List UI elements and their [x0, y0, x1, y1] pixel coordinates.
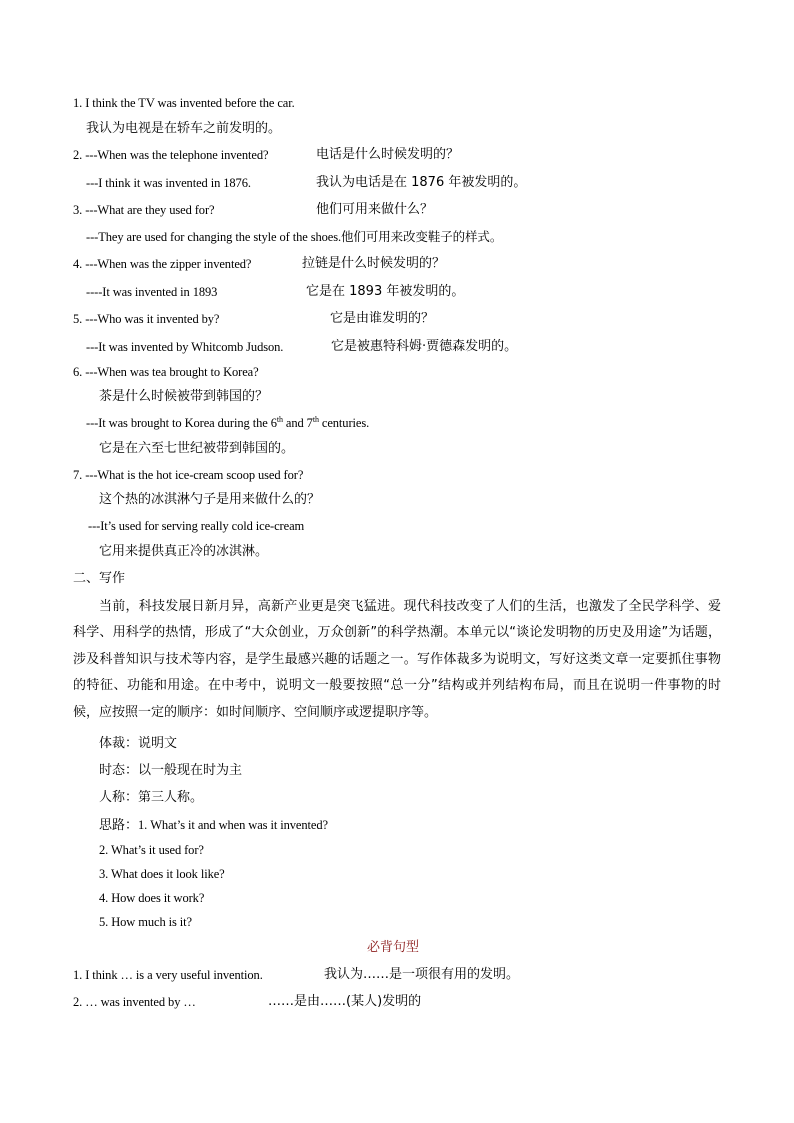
- sentence-2-question-zh: 电话是什么时候发明的？: [316, 147, 460, 162]
- pattern-1-zh: 我认为……是一项很有用的发明。: [324, 967, 520, 982]
- sentence-3-answer: ---They are used for changing the style of the shoes.他们可用来改变鞋子的样式。: [86, 230, 503, 244]
- pattern-2-en: 2. … was invented by …: [73, 995, 196, 1009]
- sentence-4-answer: ----It was invented in 1893: [86, 285, 218, 299]
- sentence-7-question: 7. ---What is the hot ice-cream scoop used for?: [73, 468, 304, 482]
- idea-item: 3. What does it look like?: [99, 867, 225, 881]
- sentence-7-answer-zh: 它用来提供真正冷的冰淇淋。: [99, 544, 269, 559]
- sentence-1-zh: 我认为电视是在轿车之前发明的。: [86, 121, 282, 136]
- idea-line-1: [99, 817, 328, 833]
- sentence-6-question-zh: 茶是什么时候被带到韩国的？: [99, 389, 269, 404]
- sentence-4-question: 4. ---When was the zipper invented?: [73, 257, 252, 271]
- genre-line: 体裁：说明文: [99, 736, 178, 751]
- sentence-5-question: 5. ---Who was it invented by?: [73, 312, 220, 326]
- person-line: 人称：第三人称。: [99, 790, 204, 805]
- sentence-1-en: 1. I think the TV was invented before the car.: [73, 96, 295, 110]
- sentence-5-answer: ---It was invented by Whitcomb Judson.: [86, 340, 284, 354]
- sentence-6-answer: ---It was brought to Korea during the 6th and 7th centuries.: [86, 415, 370, 430]
- sentence-3-question-zh: 他们可用来做什么？: [316, 202, 434, 217]
- sentence-5-answer-zh: 它是被惠特科姆·贾德森发明的。: [331, 339, 518, 354]
- sentence-2-answer: ---I think it was invented in 1876.: [86, 176, 251, 190]
- pattern-1-en: 1. I think … is a very useful invention.: [73, 968, 263, 982]
- sentence-2-question: 2. ---When was the telephone invented?: [73, 148, 269, 162]
- sentence-4-answer-zh: 它是在 1893 年被发明的。: [306, 284, 465, 299]
- idea-item: 1. What’s it and when was it invented?: [138, 818, 328, 832]
- idea-item: 2. What’s it used for?: [99, 843, 204, 857]
- sentence-5-question-zh: 它是由谁发明的？: [330, 311, 435, 326]
- writing-paragraph: 当前，科技发展日新月异，高新产业更是突飞猛进。现代科技改变了人们的生活，也激发了全民学科学、爱科学、用科学的热情，形成了“大众创业，万众创新”的科学热潮。本单元以“谈论发明物的历史及用途”为话题，涉及科普知识与技术等内容，是学生最感兴趣的话题之一。写作体裁多为说明文，写好这类文章一定要抓住事物的特征、功能和用途。在中考中，说明文一般要按照“总一分”结构或并列结构布局，而且在说明一件事物的时候，应按照一定的顺序：如时间顺序、空间顺序或逻提职序等。: [73, 599, 721, 720]
- sentence-7-question-zh: 这个热的冰淇淋勺子是用来做什么的？: [99, 492, 321, 507]
- pattern-2-zh: ……是由……(某人)发明的: [268, 994, 422, 1009]
- sentence-7-answer: ---It’s used for serving really cold ice-cream: [88, 519, 305, 533]
- idea-item: 5. How much is it?: [99, 915, 192, 929]
- sentence-4-question-zh: 拉链是什么时候发明的？: [302, 256, 446, 271]
- idea-item: 4. How does it work?: [99, 891, 205, 905]
- idea-label: 思路：: [99, 818, 139, 833]
- writing-heading: 二、写作: [73, 571, 126, 586]
- tense-line: 时态：以一般现在时为主: [99, 763, 243, 778]
- sentence-6-question: 6. ---When was tea brought to Korea?: [73, 365, 259, 379]
- patterns-title: 必背句型: [367, 940, 420, 955]
- sentence-3-question: 3. ---What are they used for?: [73, 203, 215, 217]
- sentence-2-answer-zh: 我认为电话是在 1876 年被发明的。: [316, 175, 527, 190]
- sentence-6-answer-zh: 它是在六至七世纪被带到韩国的。: [99, 441, 295, 456]
